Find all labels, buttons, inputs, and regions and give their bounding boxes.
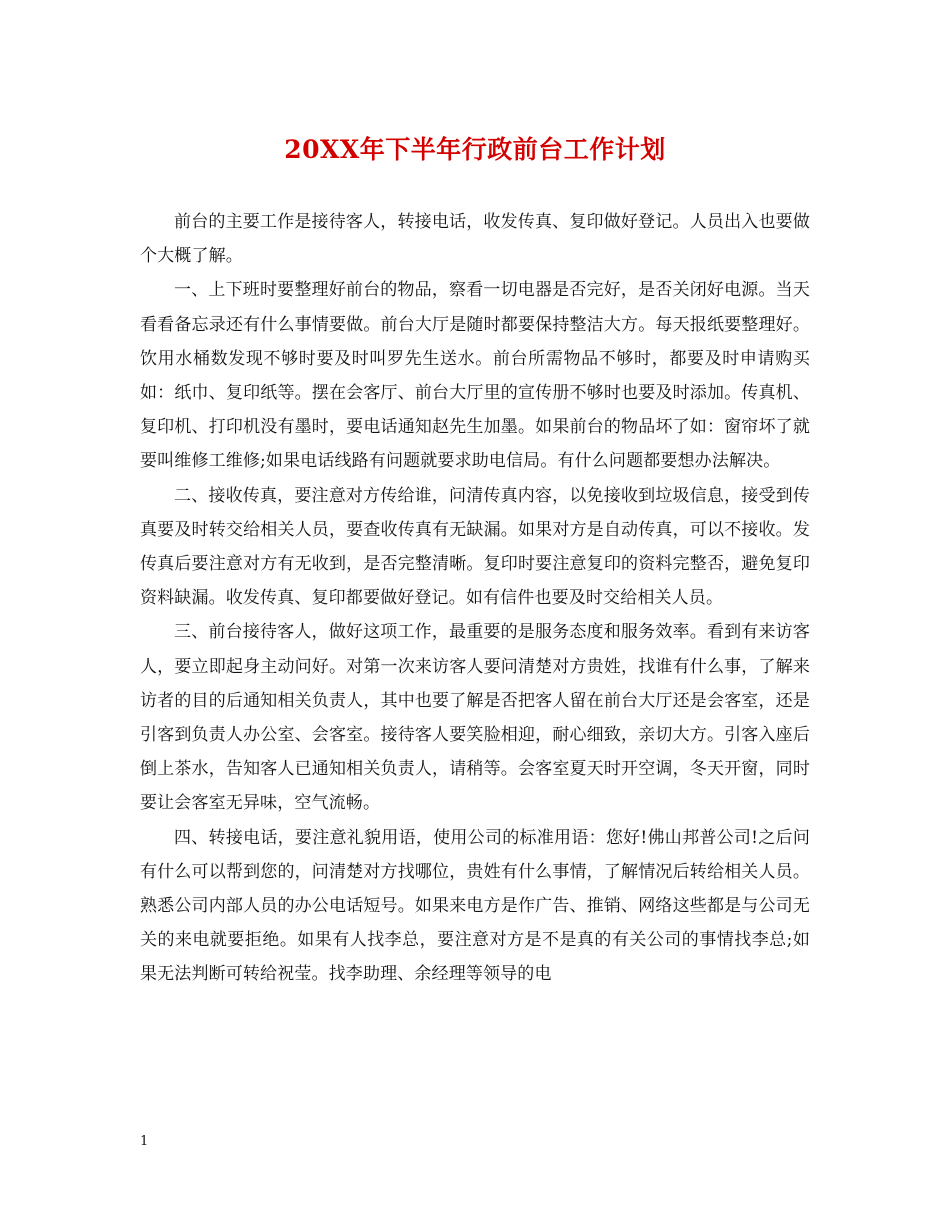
- paragraph-section-2: 二、接收传真，要注意对方传给谁，问清传真内容，以免接收到垃圾信息，接受到传真要及时转交给相关人员，要查收传真有无缺漏。如果对方是自动传真，可以不接收。发传真后要注意对方有无收到，是否完整清晰。复印时要注意复印的资料完整否，避免复印资料缺漏。收发传真、复印都要做好登记。如有信件也要及时交给相关人员。: [140, 485, 810, 609]
- page-number: 1: [140, 1134, 149, 1149]
- paragraph-intro: 前台的主要工作是接待客人，转接电话，收发传真、复印做好登记。人员出入也要做个大概了解。: [140, 212, 810, 267]
- document-body: [140, 205, 810, 992]
- paragraph-section-3: 三、前台接待客人，做好这项工作，最重要的是服务态度和服务效率。看到有来访客人，要立即起身主动问好。对第一次来访客人要问清楚对方贵姓，找谁有什么事，了解来访者的目的后通知相关负责人，其中也要了解是否把客人留在前台大厅还是会客室，还是引客到负责人办公室、会客室。接待客人要笑脸相迎，耐心细致，亲切大方。引客入座后倒上茶水，告知客人已通知相关负责人，请稍等。会客室夏天时开空调，冬天开窗，同时要让会客室无异味，空气流畅。: [140, 622, 810, 814]
- paragraph-section-4: 四、转接电话，要注意礼貌用语，使用公司的标准用语：您好!佛山邦普公司!之后问有什么可以帮到您的，问清楚对方找哪位，贵姓有什么事情，了解情况后转给相关人员。熟悉公司内部人员的办公电话短号。如果来电方是作广告、推销、网络这些都是与公司无关的来电就要拒绝。如果有人找李总，要注意对方是不是真的有关公司的事情找李总;如果无法判断可转给祝莹。找李助理、余经理等领导的电: [140, 827, 810, 985]
- paragraph-section-1: 一、上下班时要整理好前台的物品，察看一切电器是否完好，是否关闭好电源。当天看看备忘录还有什么事情要做。前台大厅是随时都要保持整洁大方。每天报纸要整理好。饮用水桶数发现不够时要及时叫罗先生送水。前台所需物品不够时，都要及时申请购买如：纸巾、复印纸等。摆在会客厅、前台大厅里的宣传册不够时也要及时添加。传真机、复印机、打印机没有墨时，要电话通知赵先生加墨。如果前台的物品坏了如：窗帘坏了就要叫维修工维修;如果电话线路有问题就要求助电信局。有什么问题都要想办法解决。: [140, 280, 810, 472]
- document-title: 20XX年下半年行政前台工作计划: [284, 135, 666, 164]
